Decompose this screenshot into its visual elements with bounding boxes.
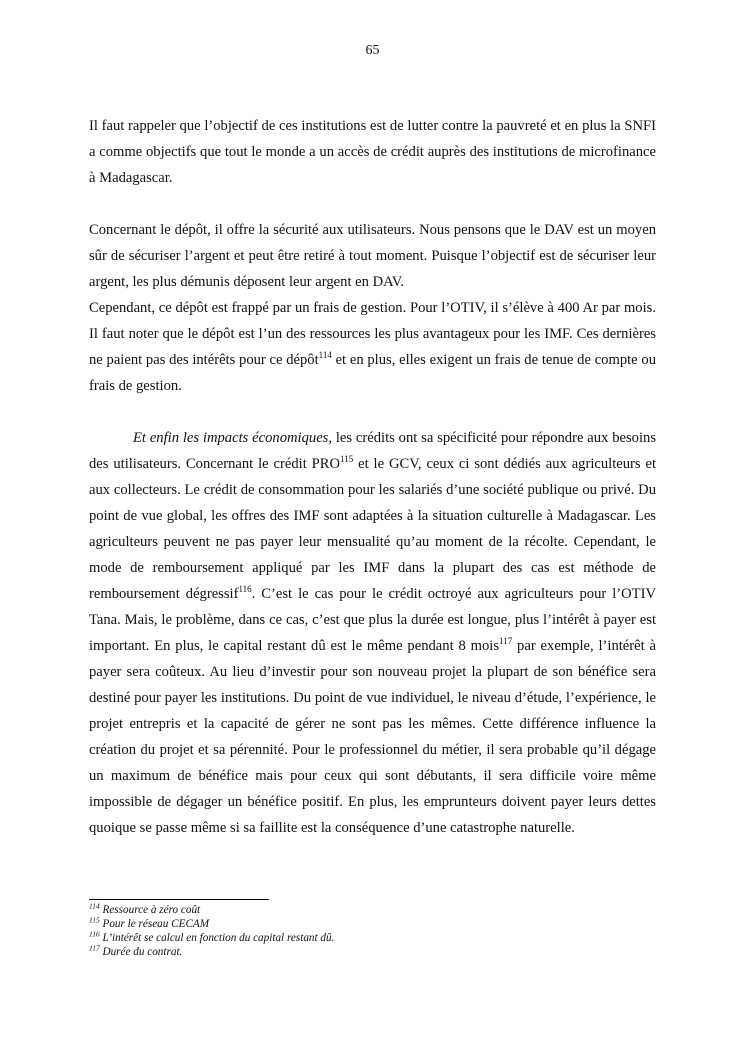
italic-lead: Et enfin les impacts économiques [133, 430, 329, 446]
text-run: , les crédits ont sa spécificité pour répondre aux besoins des utilisateurs. Concernant le crédit PRO [89, 430, 656, 472]
footnote-text: Ressource à zéro coût [99, 904, 201, 916]
footnote-116 [89, 931, 656, 945]
paragraph-frais-gestion [89, 295, 656, 399]
text-run: par exemple, l’intérêt à payer sera coûteux. Au lieu d’investir pour son nouveau projet la plupart de son bénéfice sera destiné pour payer les institutions. Du point de vue individuel, le niveau d’étude, l’expérience, le projet entrepris et la capacité de gérer ne sont pas les mêmes. Cette différence influence la création du projet et sa pérennité. Pour le professionnel du métier, il sera probable qu’il dégage un maximum de bénéfice mais pour ceux qui sont débutants, il sera difficile voire même impossible de dégager un bénéfice positif. En plus, les emprunteurs doivent payer leurs dettes quoique se passe même si sa faillite est la conséquence d’une catastrophe naturelle. [89, 638, 656, 836]
paragraph-gap [89, 399, 656, 425]
text-run: et en plus, elles exigent un frais de tenue de compte ou frais de gestion. [89, 352, 656, 394]
footnote-114 [89, 903, 656, 917]
footnote-number: 115 [89, 915, 100, 925]
footnote-separator [89, 899, 269, 900]
paragraph-gap [89, 191, 656, 217]
footnote-number: 117 [89, 943, 100, 953]
footnote-text: L’intérêt se calcul en fonction du capital restant dû. [99, 932, 335, 944]
paragraph-impacts-economiques [89, 425, 656, 841]
footnote-115 [89, 917, 656, 931]
paragraph-depot: Concernant le dépôt, il offre la sécurité aux utilisateurs. Nous pensons que le DAV est un moyen sûr de sécuriser l’argent et peut être retiré à tout moment. Puisque l’objectif est de sécuriser leur argent, les plus démunis déposent leur argent en DAV. [89, 222, 656, 290]
footnote-text: Durée du contrat. [99, 946, 183, 958]
footnote-ref-115: 115 [340, 454, 354, 465]
paragraph-snfi: Il faut rappeler que l’objectif de ces institutions est de lutter contre la pauvreté et en plus la SNFI a comme objectifs que tout le monde a un accès de crédit auprès des institutions de microfinance à Madagascar. [89, 118, 656, 186]
footnote-117 [89, 945, 656, 959]
text-run: Cependant, ce dépôt est frappé par un frais de gestion. Pour l’OTIV, il s’élève à 400 Ar par mois. Il faut noter que le dépôt est l’un des ressources les plus avantageux pour les IMF. Ces dernières ne paient pas des intérêts pour ce dépôt [89, 300, 656, 368]
body-text [89, 113, 656, 841]
text-run: et le GCV, ceux ci sont dédiés aux agriculteurs et aux collecteurs. Le crédit de consommation pour les salariés d’une société publique ou privé. Du point de vue global, les offres des IMF sont adaptées à la situation culturelle à Madagascar. Les agriculteurs peuvent ne pas payer leur mensualité qu’au moment de la récolte. Cependant, le mode de remboursement appliqué par les IMF dans la plupart des cas est méthode de remboursement dégressif [89, 456, 657, 602]
footnote-text: Pour le réseau CECAM [99, 918, 210, 930]
footnotes [89, 903, 656, 959]
footnote-ref-114: 114 [318, 350, 332, 361]
text-run: . C’est le cas pour le crédit octroyé aux agriculteurs pour l’OTIV Tana. Mais, le problème, dans ce cas, c’est que plus la durée est longue, plus l’intérêt à payer est important. En plus, le capital restant dû est le même pendant 8 mois [89, 586, 656, 654]
footnote-number: 114 [89, 901, 100, 911]
footnote-ref-117: 117 [499, 636, 513, 647]
footnote-ref-116: 116 [238, 584, 252, 595]
footnote-number: 116 [89, 929, 100, 939]
page-number: 65 [365, 43, 380, 58]
